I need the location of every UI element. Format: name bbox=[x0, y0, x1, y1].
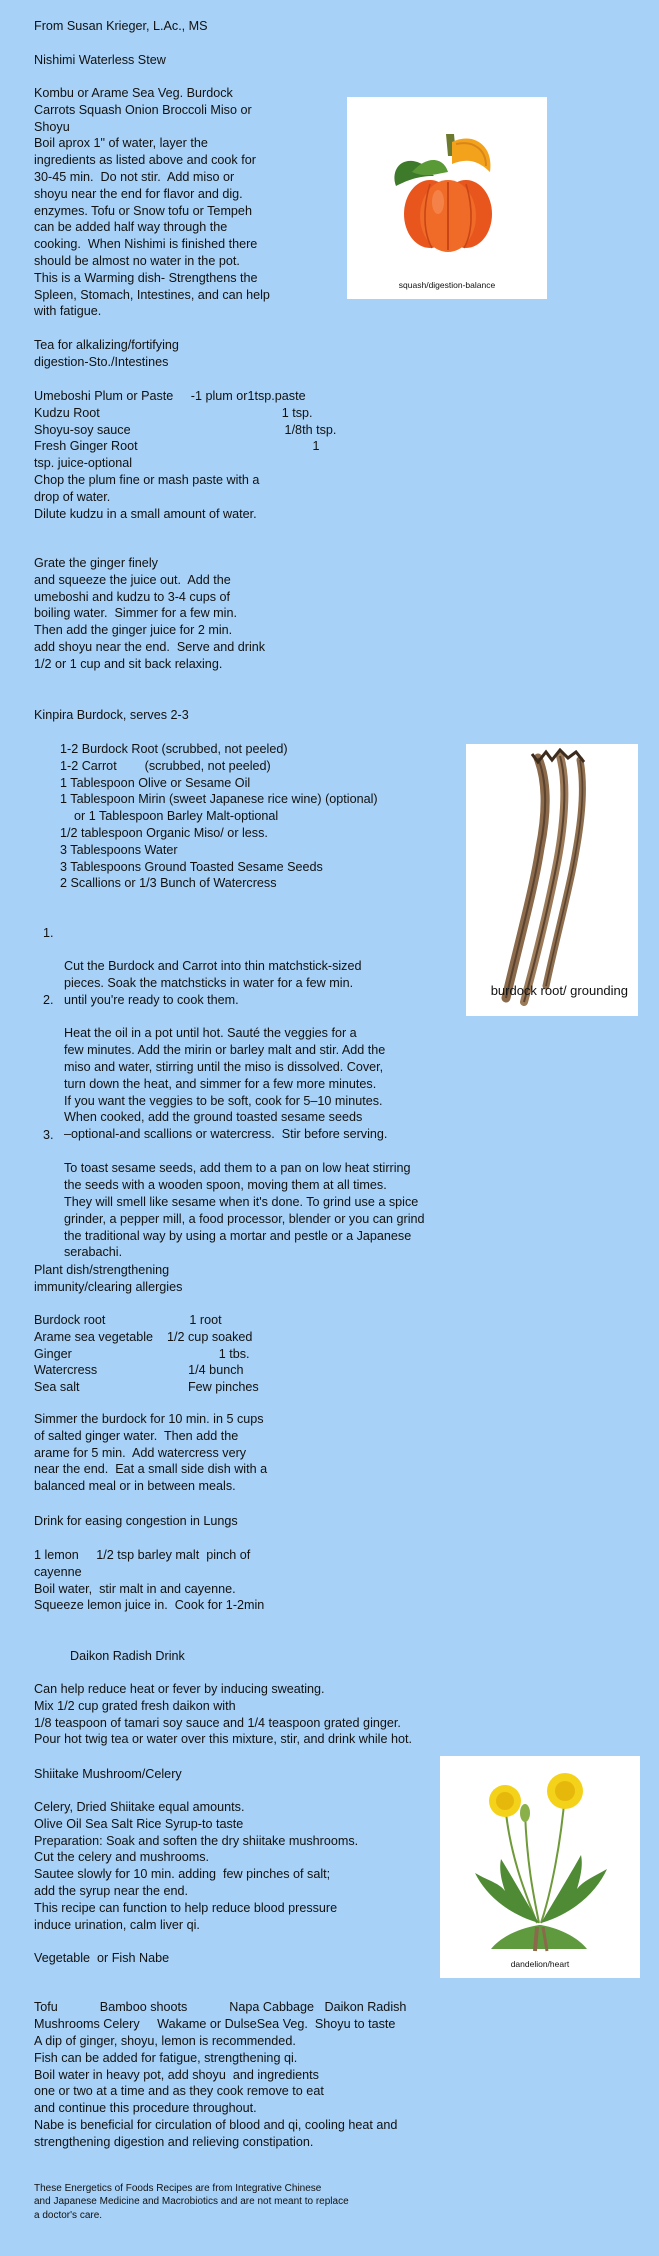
tea-directions: Grate the ginger finely and squeeze the juice out. Add the umeboshi and kudzu to 3-4 cups of boiling water. Simmer for a few min. Then add the ginger juice for 2 min. add shoyu near the end. Serve and drink 1/2 or 1 cup and sit back relaxing. bbox=[34, 556, 266, 671]
step-number: 1. bbox=[43, 925, 54, 940]
daikon-body: Can help reduce heat or fever by inducing sweating. Mix 1/2 cup grated fresh daikon with 1/8 teaspoon of tamari soy sauce and 1/4 teaspoon grated ginger. Pour hot twig tea or water over this mixture, stir, and drink while hot. bbox=[34, 1682, 412, 1747]
step-text: Cut the Burdock and Carrot into thin matchstick-sized pieces. Soak the matchsticks in water for a few min. until you're ready to cook them. bbox=[64, 959, 362, 1007]
dandelion-plant-image bbox=[465, 1763, 615, 1953]
step-number: 3. bbox=[43, 1127, 54, 1142]
kinpira-ingredients: 1-2 Burdock Root (scrubbed, not peeled) 1-2 Carrot (scrubbed, not peeled) 1 Tablespoon Olive or Sesame Oil 1 Tablespoon Mirin (sweet Japanese rice wine) (optional) or 1 Tablespoon Barley Malt-optional 1/2 tablespoon Organic Miso/ or less. 3 Tablespoons Water 3 Tablespoons Ground Toasted Sesame Seeds 2 Scallions or 1/3 Bunch of Watercress bbox=[60, 742, 378, 891]
plant-ingredients: Burdock root 1 root Arame sea vegetable 1/2 cup soaked Ginger 1 tbs. Watercress 1/4 bunch Sea salt Few pinches bbox=[34, 1313, 259, 1395]
byline: From Susan Krieger, L.Ac., MS bbox=[34, 19, 208, 33]
nabe-ingredients: Tofu Bamboo shoots Napa Cabbage Daikon Radish Mushrooms Celery Wakame or DulseSea Veg. Shoyu to taste bbox=[34, 2000, 407, 2031]
step-number: 2. bbox=[43, 992, 54, 1007]
step-text: Heat the oil in a pot until hot. Sauté the veggies for a few minutes. Add the mirin or barley malt and stir. Add the miso and water, stirring until the miso is dissolved. Cover, turn down the heat, and simmer for a few more minutes. If you want the veggies to be soft, cook for 5–10 minutes. When cooked, add the ground toasted sesame seeds –optional-and scallions or watercress. Stir before serving. bbox=[64, 1026, 388, 1142]
lungs-title: Drink for easing congestion in Lungs bbox=[34, 1514, 238, 1528]
burdock-root-image bbox=[476, 748, 596, 1008]
dandelion-figure bbox=[440, 1756, 640, 1978]
stew-body: Kombu or Arame Sea Veg. Burdock Carrots Squash Onion Broccoli Miso or Shoyu Boil aprox 1" of water, layer the ingredients as listed above and cook for 30-45 min. Do not stir. Add miso or shoyu near the end for flavor and dig. enzymes. Tofu or Snow tofu or Tempeh can be added half way through the cooking. When Nishimi is finished there should be almost no water in the pot. This is a Warming dish- Strengthens the Spleen, Stomach, Intestines, and can help with fatigue. bbox=[34, 86, 270, 319]
shiitake-title: Shiitake Mushroom/Celery bbox=[34, 1767, 182, 1781]
plant-title: Plant dish/strengthening immunity/clearing allergies bbox=[34, 1263, 183, 1294]
daikon-title: Daikon Radish Drink bbox=[70, 1649, 185, 1663]
tea-title: Tea for alkalizing/fortifying digestion-Sto./Intestines bbox=[34, 338, 179, 369]
nabe-title: Vegetable or Fish Nabe bbox=[34, 1951, 170, 1965]
pumpkin-squash-image bbox=[382, 114, 512, 264]
plant-directions: Simmer the burdock for 10 min. in 5 cups of salted ginger water. Then add the arame for 5 min. Add watercress very near the end. Eat a small side dish with a balanced meal or in between meals. bbox=[34, 1412, 268, 1494]
nabe-body: A dip of ginger, shoyu, lemon is recommended. Fish can be added for fatigue, strengthening qi. Boil water in heavy pot, add shoyu and ingredients one or two at a time and as they cook remove to eat and continue this procedure throughout. Nabe is beneficial for circulation of blood and qi, cooling heat and strengthening digestion and relieving constipation. bbox=[34, 2034, 398, 2149]
disclaimer: These Energetics of Foods Recipes are from Integrative Chinese and Japanese Medicine and Macrobiotics and are not meant to replace a doctor's care. bbox=[34, 2183, 349, 2221]
lungs-body: 1 lemon 1/2 tsp barley malt pinch of cayenne Boil water, stir malt in and cayenne. Squeeze lemon juice in. Cook for 1-2min bbox=[34, 1548, 265, 1613]
tea-ingredients: Umeboshi Plum or Paste -1 plum or1tsp.paste Kudzu Root 1 tsp. Shoyu-soy sauce 1/8th tsp. Fresh Ginger Root 1 tsp. juice-optional Chop the plum fine or mash paste with a drop of water. Dilute kudzu in a small amount of water. bbox=[34, 389, 337, 521]
kinpira-title: Kinpira Burdock, serves 2-3 bbox=[34, 708, 189, 722]
squash-caption: squash/digestion-balance bbox=[398, 280, 496, 290]
dandelion-caption: dandelion/heart bbox=[510, 1959, 570, 1969]
burdock-caption: burdock root/ grounding bbox=[490, 983, 628, 998]
squash-figure bbox=[347, 97, 547, 299]
shiitake-body: Celery, Dried Shiitake equal amounts. Olive Oil Sea Salt Rice Syrup-to taste Preparation: Soak and soften the dry shiitake mushrooms. Cut the celery and mushrooms. Sautee slowly for 10 min. adding few pinches of salt; add the syrup near the end. This recipe can function to help reduce blood pressure induce urination, calm liver qi. bbox=[34, 1800, 359, 1932]
step-text: To toast sesame seeds, add them to a pan on low heat stirring the seeds with a wooden spoon, moving them at all times. They will smell like sesame when it's done. To grind use a spice grinder, a pepper mill, a food processor, blender or you can grind the traditional way by using a mortar and pestle or a Japanese serabachi. bbox=[64, 1161, 425, 1260]
burdock-figure bbox=[466, 744, 638, 1016]
stew-title: Nishimi Waterless Stew bbox=[34, 53, 166, 67]
